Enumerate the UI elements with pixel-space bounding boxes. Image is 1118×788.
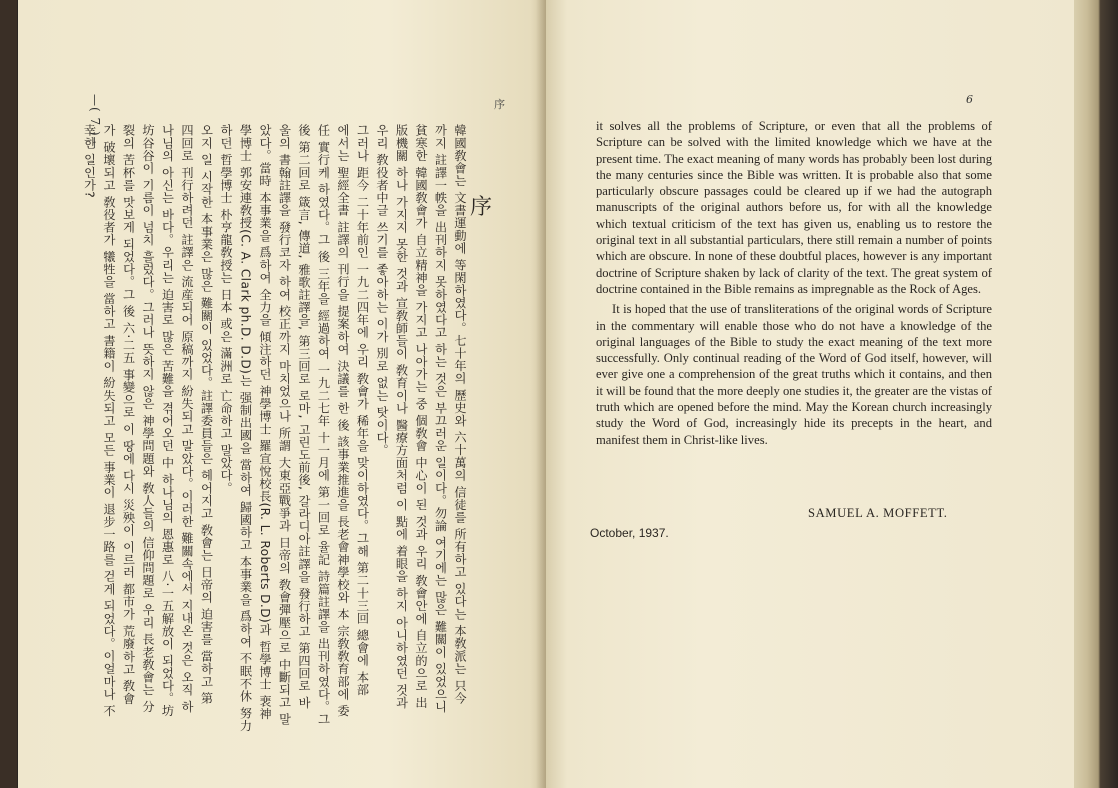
text-column: 幸한 일인가? <box>82 124 97 199</box>
text-column: 坊谷谷이 기름이 넘치 흘렀다。그러나 뜻하지 않은 神學問題와 敎人들의 信仰問題로 우리 長老敎會는 分 <box>141 124 155 713</box>
right-page <box>546 0 1074 788</box>
text-column: 까지 註譯一帙을 出刊하지 못하였다고 하는 것은 부끄러운 일이다。勿論 여기에는 많은 難關이 있었으니 <box>433 124 448 713</box>
running-header: 序 <box>494 98 505 111</box>
text-column: 裂의 苦杯를 맛보게 되었다。그 後 六·二五 事變으로 이 땅에 다시 災殃이 이르러 都市가 荒廢하고 敎會 <box>121 124 136 705</box>
text-column: 울의 書翰註譯을 發行코자 하여 校正까지 마치었으나 所謂 大東亞戰爭과 日帝의 敎會彈壓으로 中斷되고 말 <box>277 124 292 726</box>
text-column: 後 第二回로 箴言, 傳道, 雅歌註譯을, 第三回로 로마, 고린도前後, 갈라디아註譯을 發行하고 第四回로 바 <box>297 124 311 709</box>
text-column: 나님의 아신는 바다。우리는 迫害로 많은 苦難을 겪어오던 中 하나님의 恩惠로 八·一五解放이 되었다。坊 <box>160 124 175 718</box>
page-number-right: 6 <box>966 93 973 106</box>
text-column: 에서는 聖經全書 註譯의 刊行을 提案하여 決議를 한 後 該事業推進을 長老會神學校와 本 宗敎敎育部에 委 <box>336 124 350 718</box>
text-column: 았다。當時 本事業을 爲하여 全力을 傾注하던 神學博士 羅宣悅校長(R. L. Roberts D.D)과 哲學博士 裵神 <box>258 124 272 720</box>
page-edges <box>1074 0 1118 788</box>
page-number-left: —( 7 )— <box>88 94 102 150</box>
text-column: 우리 敎役者中글 쓰기를 좋아하는 이가 別로 없는 탓이다。 <box>375 124 389 457</box>
date-line: October, 1937. <box>590 526 669 540</box>
paragraph: it solves all the problems of Scripture, or even that all the problems of Scripture can be solved with the limited knowledge which we have at the present time. The exact meaning of many words has probably been lost during the many centuries since the Bible was written. It is probable also that some particularly obscure passages could be cleared up if we had the autograph manuscripts of the original authors before us, for with all the knowledge which textual criticism of the text has given us, enabling us to restore the original text in all substantial particulars, there still remain a number of points which are obscure. In none of these doubtful places, however is any important doctrine of Scripture shaken by lack of clarity of the text. The great system of doctrine contained in the Bible remains as impregnable as the Rock of Ages. <box>596 119 992 296</box>
text-column: 韓國敎會는 文書運動에 等閑하였다。七十年의 歷史와 六十萬의 信徒를 所有하고 있다는 本敎派는 只今 <box>453 124 467 705</box>
text-column: 그러나 距今 二十年前인 一九二四年에 우리 敎會가 稀年을 맞이하였다。그해 第二十三回 總會에 本部 <box>355 124 370 696</box>
text-column: 하던 哲學博士 朴亨龍敎授는 日本 或은 滿洲로 亡命하고 말았다。 <box>219 124 233 495</box>
preface-title: 序 <box>470 195 493 220</box>
paragraph: It is hoped that the use of transliterations of the original words of Scripture in the commentary will enable those who do not have a knowledge of the original languages of the Bible to study the exact meaning of the text more successfully. Only continual reading of the Word of God itself, however, will ever give one a comprehension of the great truths which it contains, and then it will be found that the more deeply one studies it, the greater are the vistas of truth which are opened before the mind. May the Korean church increasingly study the Word of God, increasingly hide its precepts in the heart, and manifest them in Christ-like lives. <box>596 302 992 447</box>
left-page <box>18 0 546 788</box>
english-body <box>596 118 992 448</box>
text-column: 貧寒한 韓國敎會가 自立精神을 가지고 나아가는 중 個敎會 中心이 된 것과 우리 敎會안에 自立的으로 出 <box>414 124 428 709</box>
korean-text-columns <box>80 124 470 744</box>
text-column: 오지 일 시작한 本事業은 많은 難關이 있었다。註譯委員들은 헤어지고 敎會는 日帝의 迫害를 當하고 第 <box>199 124 214 705</box>
text-column: 가 破壞되고 敎役者가 犧牲을 當하고 書籍이 紛失되고 모든 事業이 退步一路를 걷게 되었다。이얼마나 不 <box>102 124 116 718</box>
text-column: 學博士 郭安連敎授(C. A. Clark ph.D. D.D)는 强制出國을 當하여 歸國하고 本事業을 爲하여 不眠不休 努力 <box>238 124 253 732</box>
text-column: 四回로 刊行하려던 註譯은 流産되어 原稿까지 紛失되고 말았다。이러한 難關속에서 지내온 것은 오직 하 <box>180 124 194 713</box>
text-column: 任 實行케 하였다。그 後 三年을 經過하여 一九二七年 十一月에 第一回로 율記 詩篇註譯을 出刊하였다。그 <box>316 124 331 726</box>
signature: SAMUEL A. MOFFETT. <box>808 506 948 520</box>
text-column: 版機關 하나 가지지 못한 것과 宣敎師들이 敎育이나 醫療方面처럼 이 點에 着眼을 하지 아니하였던 것과 <box>394 124 409 709</box>
